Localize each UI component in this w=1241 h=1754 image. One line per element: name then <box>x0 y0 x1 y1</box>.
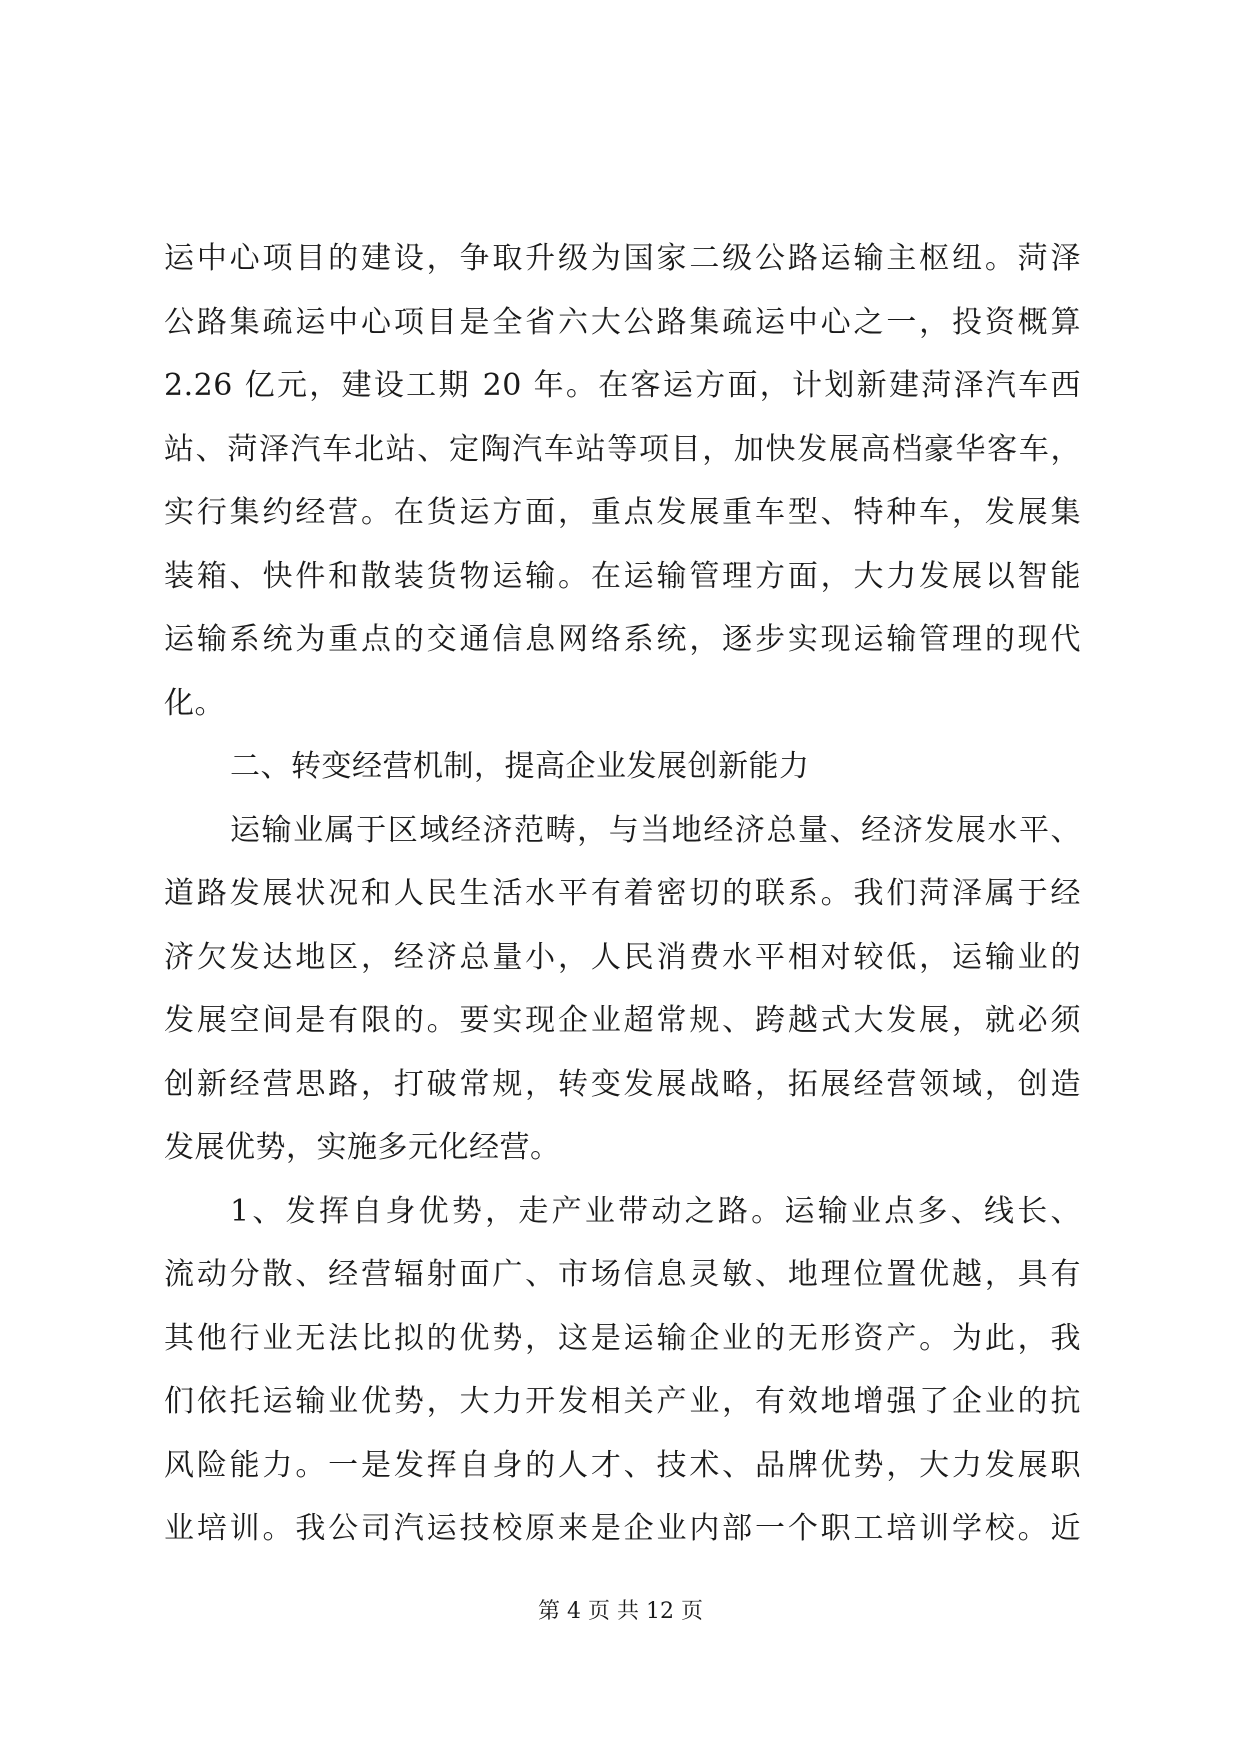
text-line: 发展优势，实施多元化经营。 <box>164 1130 561 1165</box>
text-line: 济欠发达地区，经济总量小，人民消费水平相对较低，运输业的 <box>164 939 1081 975</box>
text-line: 们依托运输业优势，大力开发相关产业，有效地增强了企业的抗 <box>164 1384 1081 1419</box>
body-text <box>164 227 1081 1561</box>
text-line: 运中心项目的建设，争取升级为国家二级公路运输主枢纽。菏泽 <box>164 241 1081 276</box>
text-line: 公路集疏运中心项目是全省六大公路集疏运中心之一，投资概算 <box>164 304 1081 340</box>
text-line: 流动分散、经营辐射面广、市场信息灵敏、地理位置优越，具有 <box>164 1257 1081 1292</box>
text-line: 1、发挥自身优势，走产业带动之路。运输业点多、线长、 <box>230 1193 1081 1229</box>
page-footer: 第 4 页 共 12 页 <box>538 1599 703 1624</box>
text-line: 装箱、快件和散装货物运输。在运输管理方面，大力发展以智能 <box>164 558 1081 594</box>
text-line: 化。 <box>164 685 225 721</box>
text-line: 二、转变经营机制，提高企业发展创新能力 <box>230 749 810 784</box>
text-line: 实行集约经营。在货运方面，重点发展重车型、特种车，发展集 <box>164 495 1081 530</box>
text-line: 运输业属于区域经济范畴，与当地经济总量、经济发展水平、 <box>230 812 1081 848</box>
text-line: 站、菏泽汽车北站、定陶汽车站等项目，加快发展高档豪华客车， <box>164 431 1081 467</box>
text-line: 运输系统为重点的交通信息网络系统，逐步实现运输管理的现代 <box>164 622 1081 657</box>
text-line: 创新经营思路，打破常规，转变发展战略，拓展经营领域，创造 <box>164 1066 1081 1102</box>
text-line: 道路发展状况和人民生活水平有着密切的联系。我们菏泽属于经 <box>164 876 1081 911</box>
text-line: 2.26 亿元，建设工期 20 年。在客运方面，计划新建菏泽汽车西 <box>164 368 1081 403</box>
text-line: 业培训。我公司汽运技校原来是企业内部一个职工培训学校。近 <box>164 1511 1081 1546</box>
text-line: 发展空间是有限的。要实现企业超常规、跨越式大发展，就必须 <box>164 1003 1081 1038</box>
text-line: 风险能力。一是发挥自身的人才、技术、品牌优势，大力发展职 <box>164 1447 1081 1483</box>
text-line: 其他行业无法比拟的优势，这是运输企业的无形资产。为此，我 <box>164 1320 1081 1356</box>
